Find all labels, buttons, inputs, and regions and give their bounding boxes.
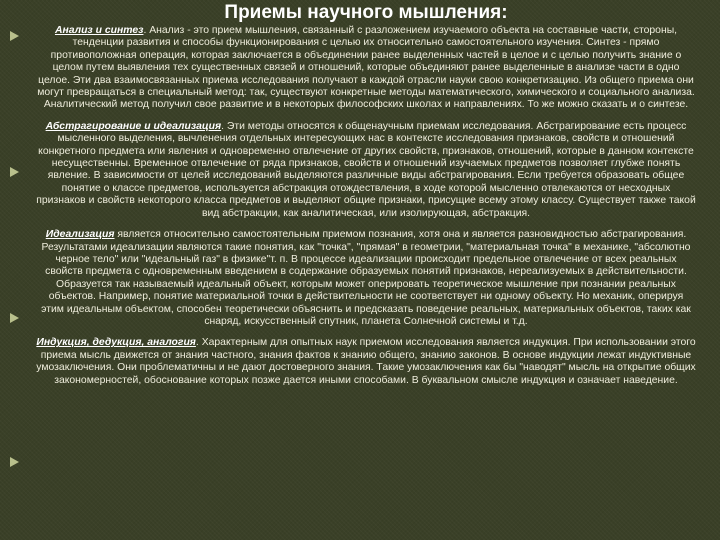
paragraph-text: . Характерным для опытных наук приемом исследования является индукция. При использовании этого приема мысль движется от знания частного, знания фактов к знанию общего, знанию законов. В основе индукции лежат индуктивные умозаключения. Они проблематичны и не дают достоверного знания. Такие умозаключения как бы "наводят" мысль на открытие общих закономерностей, обоснование которых позже дается иными способами. В буквальном смысле индукция и означает наведение.: [36, 337, 696, 386]
term-analysis-synthesis: Анализ и синтез: [54, 25, 144, 36]
paragraph-text: . Эти методы относятся к общенаучным приемам исследования. Абстрагирование есть процесс мысленного выделения, вычленения отдельных интересующих нас в контексте исследования признаков, свойств и отношений конкретного предмета или явления и одновременно отвлечение от других свойств, признаков, отношений, которые в данном контексте несущественны. Временное отвлечение от ряда признаков, свойств и отношений изучаемых предметов позволяет глубже понять явление. В зависимости от целей исследований выделяются различные виды абстрагирования. Если требуется образовать общее понятие о классе предметов, используется абстракция отождествления, в ходе которой мысленно отвлекаются от несходных признаков и свойств некоторого класса предметов и выделяют общие признаки, присущие всему этому классу. Существует также такой вид абстракции, как аналитическая, или изолирующая, абстракция.: [36, 120, 696, 219]
slide: [36, 0, 696, 540]
paragraph-text: . Анализ - это прием мышления, связанный с разложением изучаемого объекта на составные части, стороны, тенденции развития и способы функционирования с целью их относительно самостоятельного изучения. Синтез - прямо противоположная операция, которая заключается в объединении ранее выделенных частей в целое и с целью получить знание о целом путем выявления тех существенных связей и отношений, которые объединяют ранее выделенные в анализе части в одно целое. Эти два взаимосвязанных приема исследования получают в каждой отрасли науки свою конкретизацию. Из общего приема они могут превращаться в специальный метод: так, существуют конкретные методы математического, химического и социального анализа. Аналитический метод получил свое развитие и в некоторых философских школах и направлениях. То же можно сказать и о синтезе.: [37, 25, 695, 111]
term-idealization: Идеализация: [45, 229, 115, 241]
bullet-marker-3: [10, 313, 19, 323]
paragraph-text: является относительно самостоятельным приемом познания, хотя она и является разновидностью абстрагирования. Результатами идеализации являются такие понятия, как "точка", "прямая" в геометрии, "материальная точка" в механике, "абсолютно черное тело" или "идеальный газ" в физике"т. п. В процессе идеализации происходит предельное отвлечение от всех реальных свойств предмета с одновременным введением в содержание образуемых понятий признаков, нереализуемых в действительности. Образуется так называемый идеальный объект, которым может оперировать теоретическое мышление при познании реальных объектов. Например, понятие материальной точки в действительности не соответствует ни одному объекту. Но механик, оперируя этим идеальным объектом, способен теоретически объяснить и предсказать поведение реальных, материальных объектов, таких как снаряд, искусственный спутник, планета Солнечной системы и т.д.: [41, 229, 691, 327]
slide-title: Приемы научного мышления:: [224, 2, 508, 23]
paragraph-analysis-synthesis: [36, 25, 696, 112]
paragraph-idealization: [36, 229, 696, 328]
bullet-marker-4: [10, 457, 19, 467]
term-abstraction-idealization: Абстрагирование и идеализация: [45, 120, 222, 132]
bullet-marker-1: [10, 31, 19, 41]
term-induction-deduction-analogy: Индукция, дедукция, аналогия: [36, 337, 196, 349]
bullet-marker-2: [10, 167, 19, 177]
paragraph-abstraction-idealization: [36, 121, 696, 220]
paragraph-induction-deduction-analogy: [36, 337, 696, 387]
